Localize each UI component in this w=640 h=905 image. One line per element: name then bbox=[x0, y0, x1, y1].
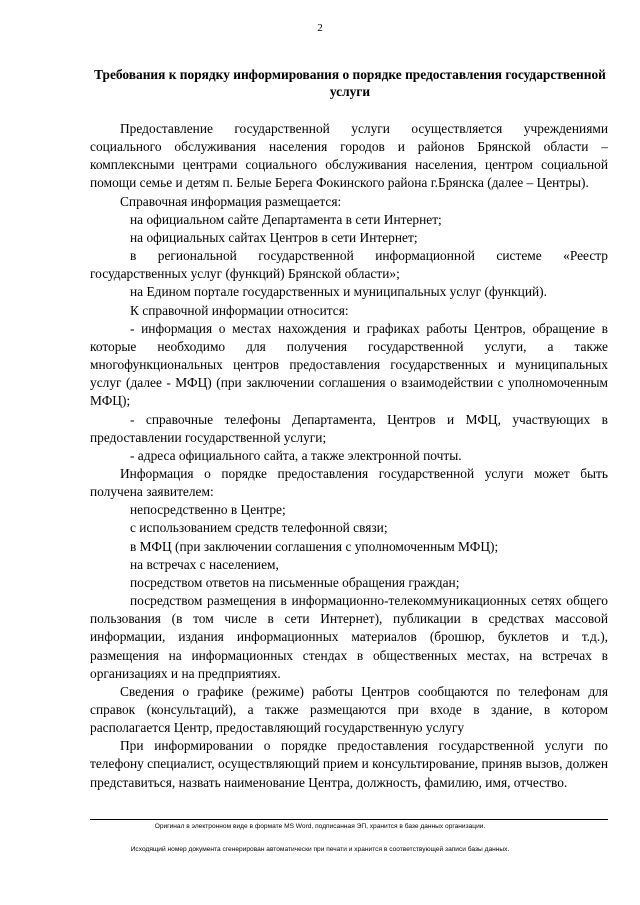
paragraph: на официальном сайте Департамента в сети Интернет; bbox=[130, 211, 442, 227]
paragraph: - адреса официального сайта, а также электронной почты. bbox=[130, 447, 462, 463]
section-title: Требования к порядку информирования о порядке предоставления государственной услуги bbox=[94, 67, 606, 99]
paragraph: - справочные телефоны Департамента, Центров и МФЦ, участвующих в предоставлении государственной услуги; bbox=[90, 411, 608, 445]
page-number: 2 bbox=[317, 22, 323, 34]
paragraph: в региональной государственной информационной системе «Реестр государственных услуг (функций) Брянской области»; bbox=[90, 248, 608, 282]
paragraph: непосредственно в Центре; bbox=[130, 502, 286, 518]
footer-note-original: Оригинал в электронном виде в формате MS Word, подписанная ЭП, хранится в базе данных организации. bbox=[154, 823, 486, 830]
paragraph: Справочная информация размещается: bbox=[120, 193, 342, 209]
paragraph: Информация о порядке предоставления государственной услуги может быть получена заявителем: bbox=[90, 465, 608, 500]
paragraph: Сведения о графике (режиме) работы Центров сообщаются по телефонам для справок (консультаций), а также размещаются при входе в здание, в котором располагается Центр, предоставляющий государственную услугу bbox=[90, 683, 608, 736]
paragraph: При информировании о порядке предоставления государственной услуги по телефону специалист, осуществляющий прием и консультирование, приняв вызов, должен представиться, назвать наименование Центра, должность, фамилию, имя, отчество. bbox=[90, 738, 608, 790]
paragraph: посредством ответов на письменные обращения граждан; bbox=[130, 574, 460, 590]
paragraph: - информация о местах нахождения и графиках работы Центров, обращение в которые необходимо для получения государственной услуги, а также многофункциональных центров предоставления государственных и муниципальных услуг (далее - МФЦ) (при заключении соглашения о взаимодействии с уполномоченным МФЦ); bbox=[90, 320, 608, 409]
paragraph: посредством размещения в информационно-телекоммуникационных сетях общего пользования (в том числе в сети Интернет), публикации в средствах массовой информации, издания информационных материалов (брошюр, буклетов и т.д.), размещения на информационных стендах в общественных местах, на встречах в организациях и на предприятиях. bbox=[90, 593, 608, 681]
paragraph: на Едином портале государственных и муниципальных услуг (функций). bbox=[130, 284, 547, 300]
footer-divider bbox=[90, 819, 608, 820]
paragraph: с использованием средств телефонной связи; bbox=[130, 520, 388, 536]
paragraph: в МФЦ (при заключении соглашения с уполномоченным МФЦ); bbox=[130, 538, 499, 554]
document-body bbox=[90, 120, 608, 792]
paragraph: Предоставление государственной услуги осуществляется учреждениями социального обслуживания населения городов и районов Брянской области – комплексными центрами социального обслуживания населения, центром социальной помощи семье и детям п. Белые Берега Фокинского района г.Брянска (далее – Центры). bbox=[90, 121, 608, 191]
paragraph: на официальных сайтах Центров в сети Интернет; bbox=[130, 229, 418, 245]
footer-note-number: Исходящий номер документа сгенерирован автоматически при печати и хранится в соответствующей записи базы данных. bbox=[130, 846, 510, 853]
paragraph: на встречах с населением, bbox=[130, 556, 279, 572]
paragraph: К справочной информации относится: bbox=[130, 302, 349, 318]
